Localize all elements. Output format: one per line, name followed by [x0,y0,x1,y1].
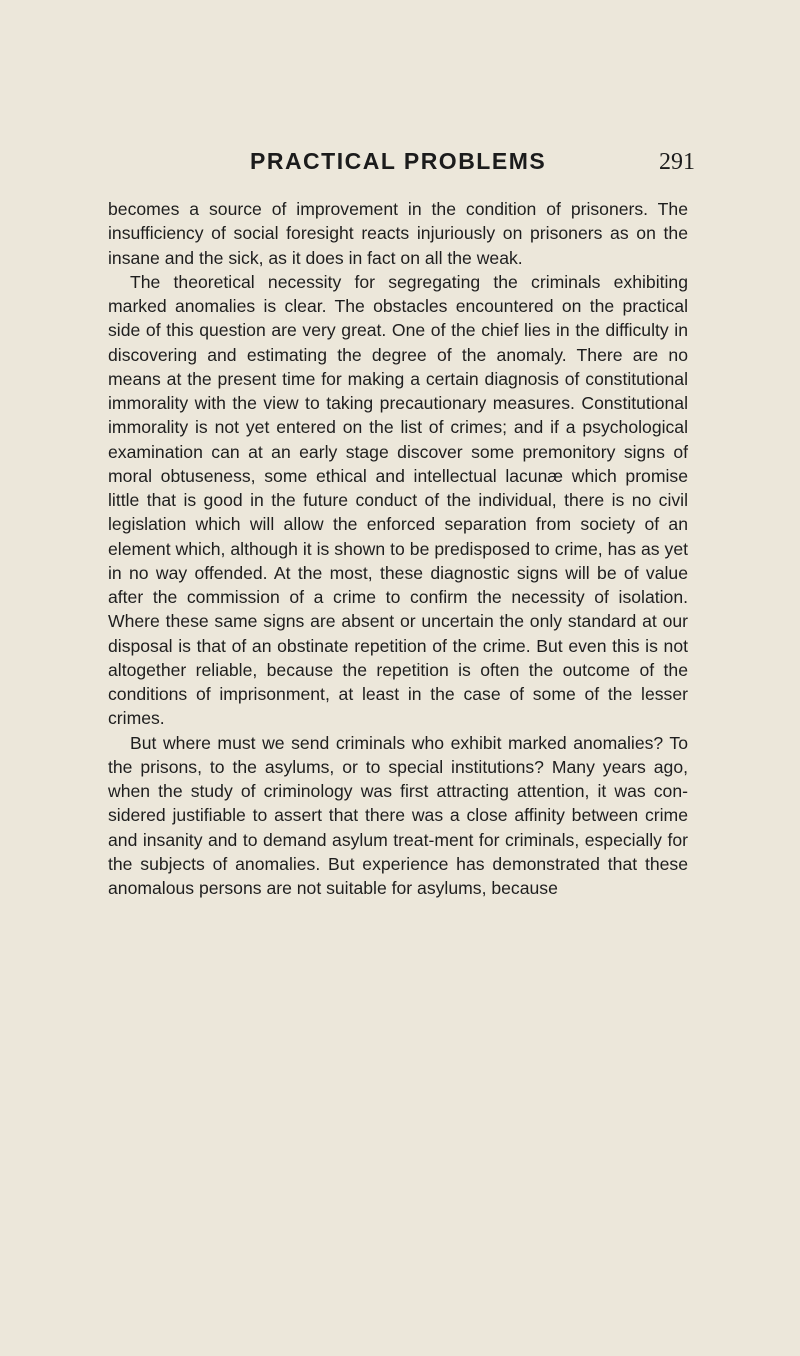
paragraph: The theoretical necessity for segregating the criminals exhibiting marked anomalies is clear. The obstacles encountered on the practical side of this question are very great. One of the chief lies in the difficulty in discovering and estimating the degree of the anomaly. There are no means at the present time for making a certain diagnosis of constitutional immorality with the view to taking precautionary measures. Constitutional immorality is not yet entered on the list of crimes; and if a psychological examination can at an early stage discover some premonitory signs of moral obtuseness, some ethical and intellectual lacunæ which promise little that is good in the future conduct of the individual, there is no civil legislation which will allow the enforced separation from society of an element which, although it is shown to be predisposed to crime, has as yet in no way offended. At the most, these diagnostic signs will be of value after the commission of a crime to confirm the necessity of isolation. Where these same signs are absent or uncertain the only standard at our disposal is that of an obstinate repetition of the crime. But even this is not altogether reliable, because the repetition is often the outcome of the conditions of imprisonment, at least in the case of some of the lesser crimes. [108,271,688,729]
paragraph: But where must we send criminals who exhibit marked anomalies? To the prisons, to the asylums, or to special institutions? Many years ago, when the study of criminology was first attracting attention, it was con-sidered justifiable to assert that there was a close affinity between crime and insanity and to demand asylum treat-ment for criminals, especially for the subjects of anomalies. But experience has demonstrated that these anomalous persons are not suitable for asylums, because [108,732,688,898]
body-text [108,197,688,900]
running-title: PRACTICAL PROBLEMS [250,148,547,174]
paragraph: becomes a source of improvement in the condition of prisoners. The insufficiency of social foresight reacts injuriously on prisoners as on the insane and the sick, as it does in fact on all the weak. [108,199,688,268]
page-number: 291 [659,149,695,175]
running-head [150,148,695,178]
